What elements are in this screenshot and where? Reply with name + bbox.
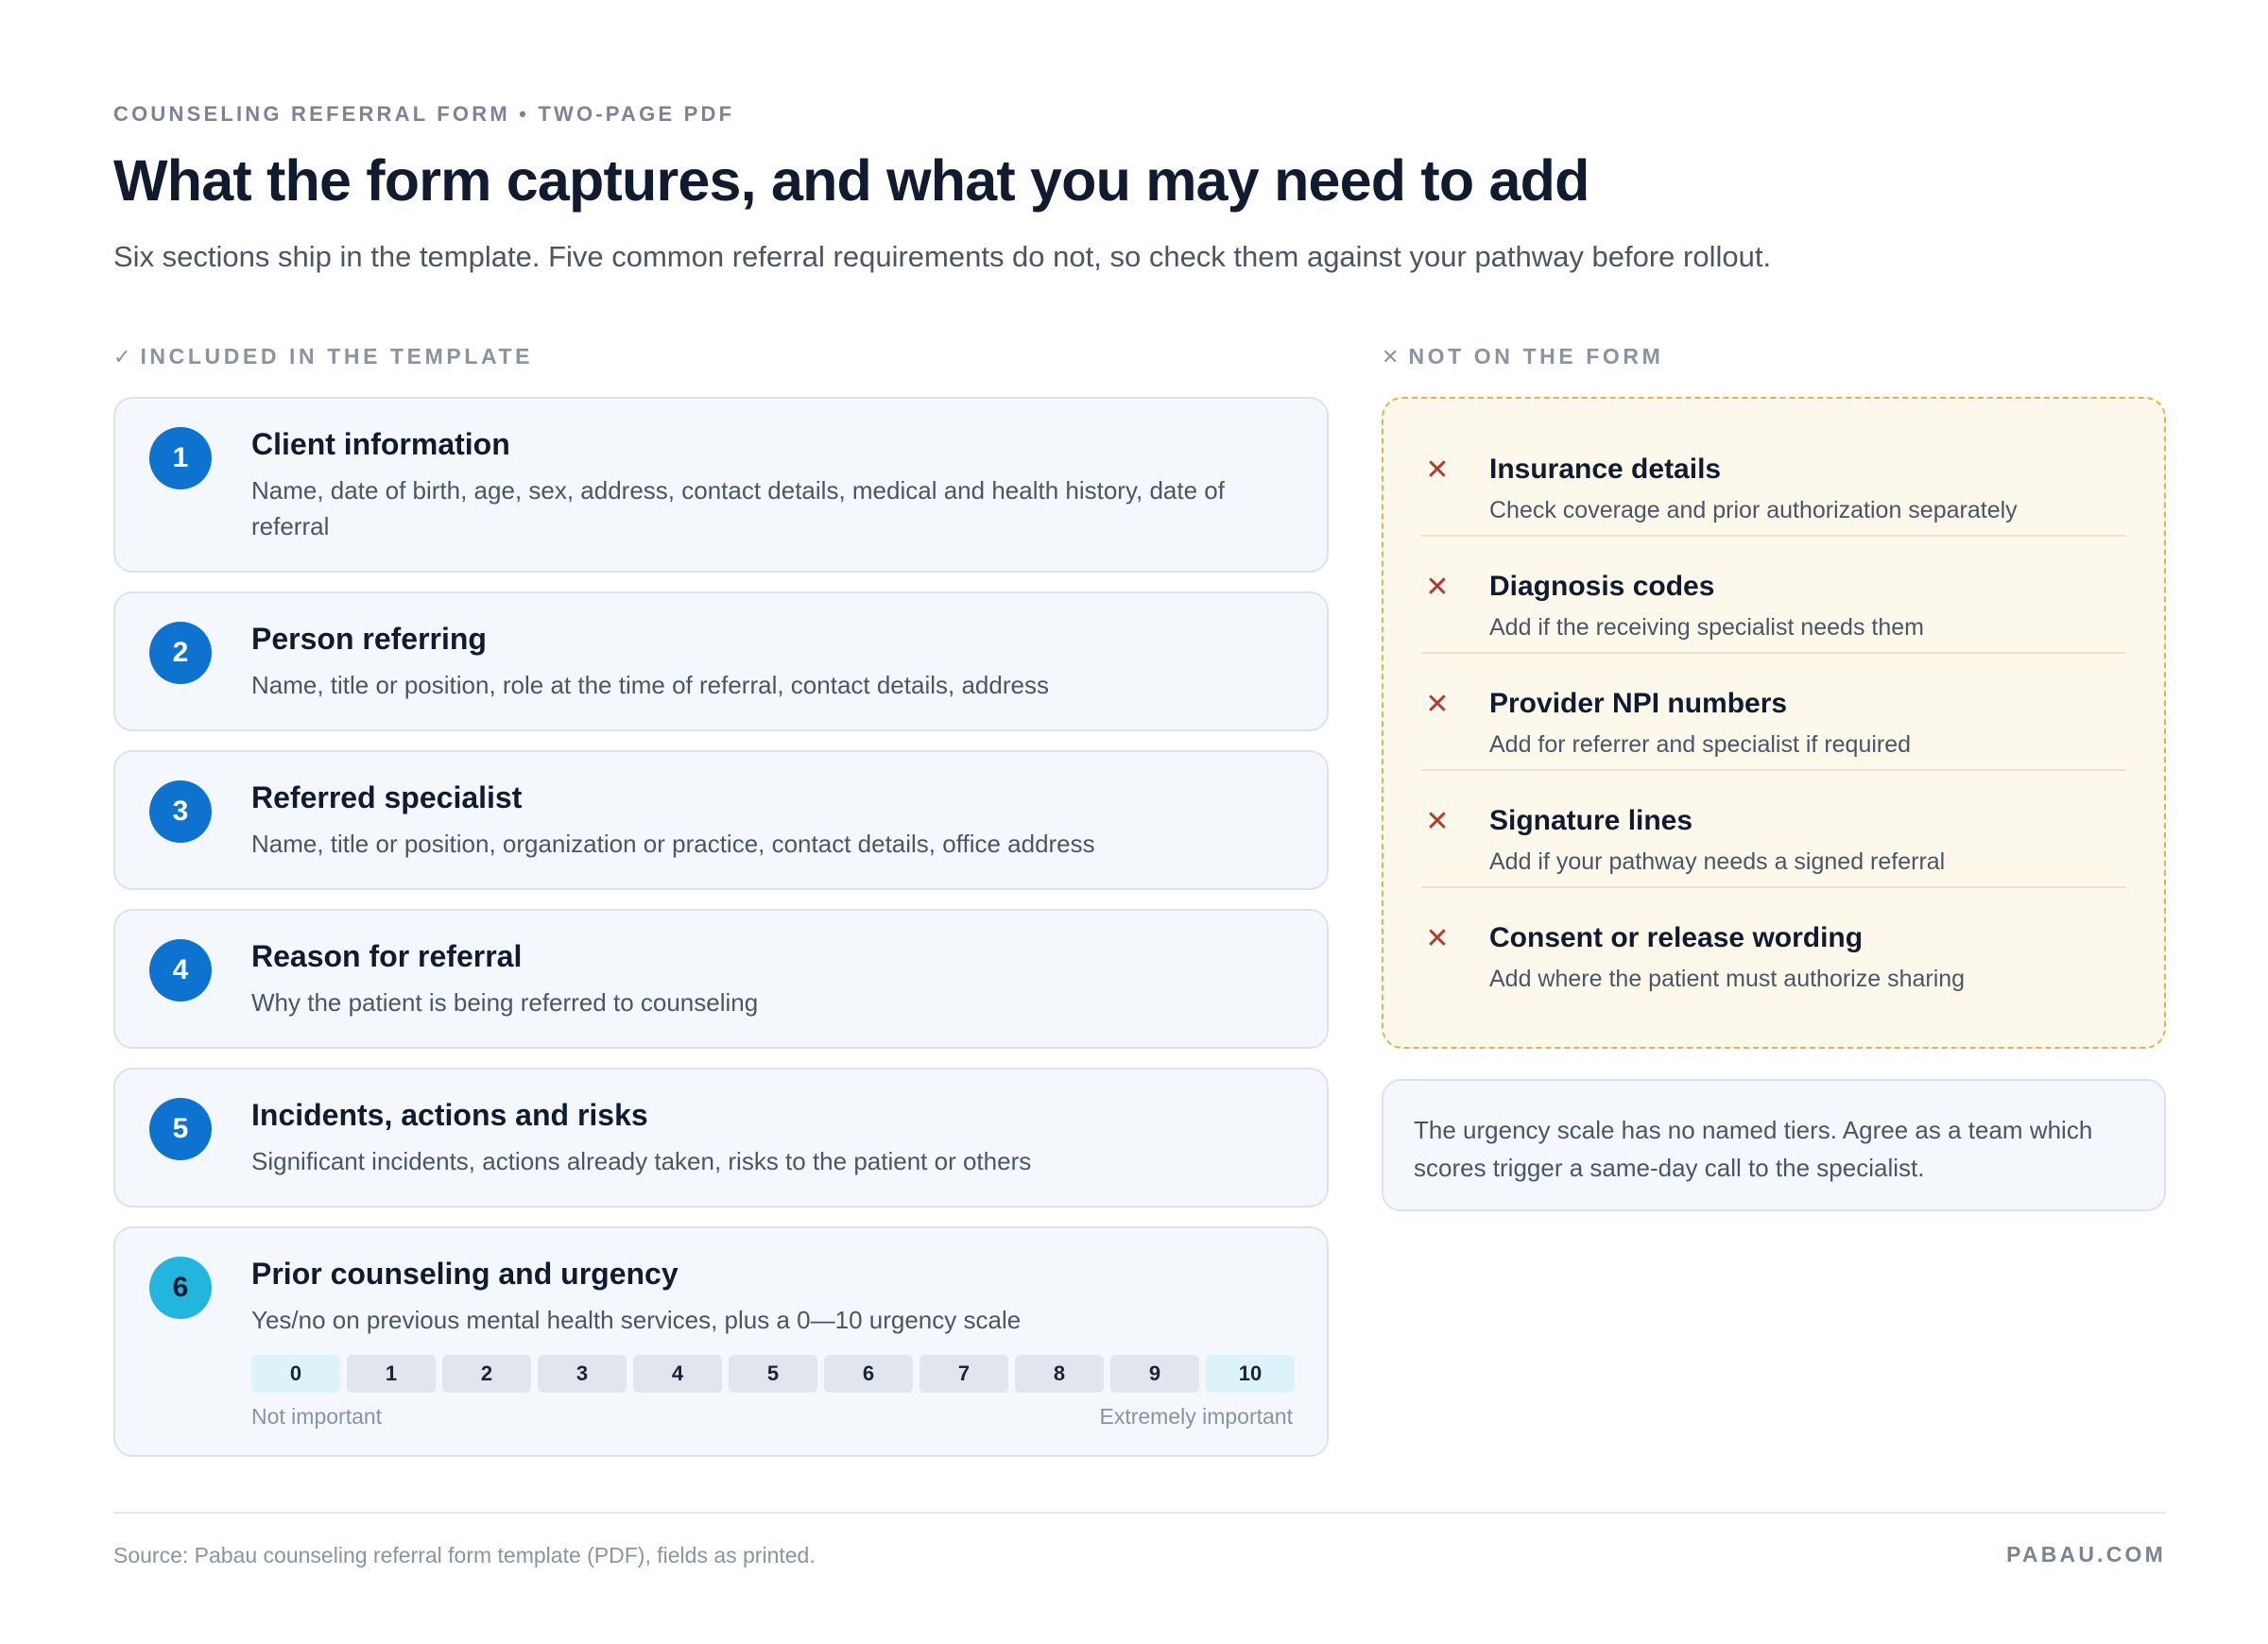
urgency-scale-cell: 2 — [442, 1355, 531, 1393]
urgency-scale-low-label: Not important — [251, 1404, 383, 1429]
eyebrow: COUNSELING REFERRAL FORM • TWO-PAGE PDF — [113, 102, 735, 126]
urgency-scale-cell: 0 — [251, 1355, 340, 1393]
cross-icon: ✕ — [1425, 923, 1450, 954]
missing-item-title: Insurance details — [1489, 454, 1722, 485]
missing-item-diagnosis-codes — [1421, 537, 2126, 654]
cross-icon: ✕ — [1382, 344, 1400, 368]
missing-item-title: Diagnosis codes — [1489, 571, 1715, 602]
missing-item-description: Add if the receiving specialist needs them — [1489, 614, 1924, 641]
section-number-badge: 6 — [149, 1257, 212, 1319]
urgency-scale-cell: 5 — [729, 1355, 817, 1393]
section-description: Name, title or position, organization or practice, contact details, office address — [251, 830, 1095, 858]
missing-item-title: Consent or release wording — [1489, 922, 1864, 953]
missing-item-title: Provider NPI numbers — [1489, 688, 1788, 719]
missing-item-description: Add if your pathway needs a signed referral — [1489, 848, 1946, 875]
brand-wordmark: PABAU.COM — [2006, 1542, 2166, 1567]
source-note: Source: Pabau counseling referral form template (PDF), fields as printed. — [113, 1543, 816, 1567]
section-number-badge: 1 — [149, 427, 212, 489]
urgency-note: The urgency scale has no named tiers. Agree as a team which scores trigger a same-day call to the specialist. — [1382, 1079, 2166, 1211]
urgency-scale-cell: 3 — [538, 1355, 627, 1393]
urgency-scale-cell: 8 — [1015, 1355, 1104, 1393]
section-title: Referred specialist — [251, 780, 523, 814]
section-number-badge: 4 — [149, 939, 212, 1002]
section-card-client-information — [113, 397, 1329, 573]
not-on-form-heading — [1382, 344, 1663, 369]
missing-item-provider-npi-numbers — [1421, 654, 2126, 771]
urgency-scale-cell: 6 — [824, 1355, 913, 1393]
section-description: Yes/no on previous mental health services, plus a 0—10 urgency scale — [251, 1306, 1022, 1334]
missing-item-description: Add where the patient must authorize sharing — [1489, 966, 1966, 992]
section-number-badge: 2 — [149, 622, 212, 684]
section-description: Name, title or position, role at the time of referral, contact details, address — [251, 671, 1049, 699]
urgency-scale-cell: 4 — [633, 1355, 722, 1393]
urgency-scale-cell: 7 — [919, 1355, 1008, 1393]
missing-item-description: Check coverage and prior authorization separately — [1489, 497, 2018, 523]
section-description: Name, date of birth, age, sex, address, contact details, medical and health history, date of referral — [251, 476, 1225, 540]
missing-item-insurance-details — [1421, 420, 2126, 537]
section-number-badge: 5 — [149, 1098, 212, 1160]
missing-item-consent-release-wording — [1421, 888, 2126, 1005]
missing-item-title: Signature lines — [1489, 805, 1693, 836]
included-heading-label: INCLUDED IN THE TEMPLATE — [140, 344, 534, 368]
urgency-scale-cell: 10 — [1206, 1355, 1295, 1393]
not-on-form-heading-label: NOT ON THE FORM — [1408, 344, 1664, 368]
footer-divider — [113, 1512, 2166, 1514]
cross-icon: ✕ — [1425, 572, 1450, 603]
section-card-reason-for-referral — [113, 909, 1329, 1049]
urgency-scale-cell: 9 — [1110, 1355, 1199, 1393]
missing-item-signature-lines — [1421, 771, 2126, 888]
section-card-incidents-actions-risks — [113, 1068, 1329, 1207]
urgency-scale — [251, 1355, 1295, 1393]
check-icon: ✓ — [113, 344, 131, 368]
section-title: Incidents, actions and risks — [251, 1098, 648, 1132]
cross-icon: ✕ — [1425, 454, 1450, 486]
missing-item-description: Add for referrer and specialist if required — [1489, 731, 1912, 758]
cross-icon: ✕ — [1425, 806, 1450, 837]
section-card-prior-counseling-urgency — [113, 1226, 1329, 1457]
page-subtitle: Six sections ship in the template. Five common referral requirements do not, so check them against your pathway before rollout. — [113, 240, 1772, 273]
section-description: Significant incidents, actions already taken, risks to the patient or others — [251, 1147, 1032, 1175]
section-number-badge: 3 — [149, 780, 212, 843]
urgency-scale-cell: 1 — [347, 1355, 436, 1393]
page-title: What the form captures, and what you may need to add — [113, 148, 1589, 213]
not-on-form-panel — [1382, 397, 2166, 1049]
included-heading — [113, 344, 533, 369]
cross-icon: ✕ — [1425, 689, 1450, 720]
section-description: Why the patient is being referred to counseling — [251, 988, 759, 1017]
urgency-scale-high-label: Extremely important — [1099, 1404, 1293, 1429]
section-card-referred-specialist — [113, 750, 1329, 890]
section-title: Reason for referral — [251, 939, 523, 973]
section-title: Prior counseling and urgency — [251, 1257, 679, 1291]
page — [113, 0, 2166, 1644]
section-title: Person referring — [251, 622, 487, 656]
section-card-person-referring — [113, 591, 1329, 731]
section-title: Client information — [251, 427, 510, 461]
